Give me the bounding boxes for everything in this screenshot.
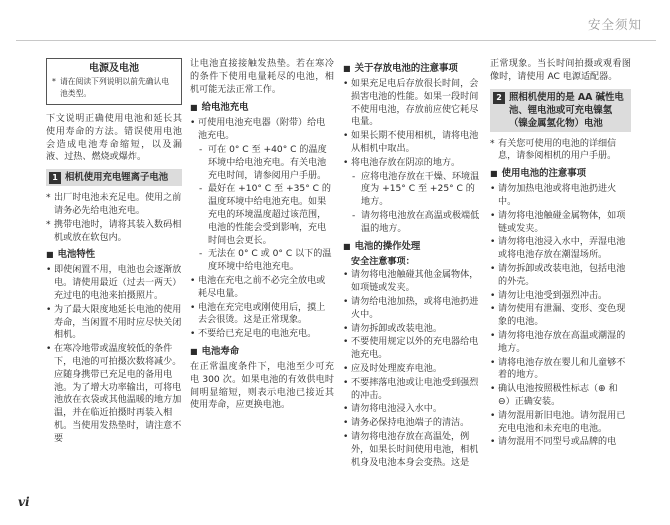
list-item: • 请勿混用不同型号或品牌的电	[490, 436, 631, 449]
list-item: • 请勿让电池受到强烈冲击。	[490, 290, 631, 303]
subheading-usage: ■ 使用电池的注意事项	[490, 167, 631, 180]
list-item: • 请勿将电池存放在高温或潮湿的地方。	[490, 330, 631, 356]
list-item: • 在寒冷地带或温度较低的条件下，电池的可拍摄次数将减少。应随身携带已充足电的备用电池。为了增大功率输出，可将电池放在衣袋或其他温暖的地方加温，并在临近拍摄时再装入相机。当使用发热垫时，请注意不要	[46, 343, 182, 445]
list-item: • 如果长期不使用相机，请将电池从相机中取出。	[343, 130, 482, 156]
list-item: • 请勿拆卸或改装电池，包括电池的外壳。	[490, 263, 631, 289]
list-item: • 将电池存放在阴凉的地方。	[343, 157, 482, 170]
section-number: 1	[49, 172, 61, 184]
sub-item: - 无法在 0° C 或 0° C 以下的温度环境中给电池充电。	[190, 248, 334, 274]
sub-item: - 可在 0° C 至 +40° C 的温度环境中给电池充电。有关电池充电时间，请参阅用户手册。	[190, 144, 334, 182]
list-item: • 请务必保持电池端子的清洁。	[343, 417, 482, 430]
subheading-battery-features: ■ 电池特性	[46, 248, 182, 261]
note-item: * 出厂时电池未充足电。使用之前请务必先给电池充电。	[46, 192, 182, 218]
column-2	[190, 58, 334, 417]
list-item: • 电池在充电之前不必完全放电或耗尽电量。	[190, 275, 334, 301]
list-item: • 请勿拆卸或改装电池。	[343, 323, 482, 336]
list-item: • 请勿将电池浸入水中，弄湿电池或将电池存放在潮湿场所。	[490, 236, 631, 262]
note-item: * 携带电池时，请将其装入数码相机或放在软包内。	[46, 219, 182, 245]
list-item: • 请勿将电池浸入水中。	[343, 403, 482, 416]
list-item: • 即使闲置不用，电池也会逐渐放电。请使用最近（过去一两天）充过电的电池来拍摄照片。	[46, 264, 182, 302]
subheading-storage: ■ 关于存放电池的注意事项	[343, 62, 482, 75]
list-item: • 请勿混用新旧电池。请勿混用已充电电池和未充电的电池。	[490, 410, 631, 436]
header-rule	[16, 40, 656, 41]
column-1	[46, 58, 182, 447]
column-4	[490, 58, 631, 450]
list-item: • 请将电池存放在婴儿和儿童够不着的地方。	[490, 357, 631, 383]
list-item: • 不要给已充足电的电池充电。	[190, 328, 334, 341]
list-item: • 可使用电池充电器（附带）给电池充电。	[190, 117, 334, 143]
section-title: 相机使用充电锂离子电池	[65, 172, 169, 184]
list-item: • 请勿将电池存放在高温处，例外，如果长时间使用电池，相机机身及电池本身会变热。这是	[343, 431, 482, 469]
subheading-battery-life: ■ 电池寿命	[190, 345, 334, 358]
box-note: * 请在阅读下列说明以前先确认电池类型。	[52, 76, 176, 99]
sub-item: - 应将电池存放在干燥、环境温度为 +15° C 至 +25° C 的地方。	[343, 171, 482, 209]
continued-paragraph: 让电池直接接触发热垫。若在寒冷的条件下使用电量耗尽的电池，相机可能无法正常工作。	[190, 59, 334, 95]
list-item: • 为了最大限度地延长电池的使用寿命，当闲置不用时应尽快关闭相机。	[46, 304, 182, 342]
list-item: • 应及时处理废弃电池。	[343, 363, 482, 376]
page-number: vi	[18, 495, 30, 509]
section-number: 2	[493, 92, 505, 104]
list-item: • 电池在充完电或刚使用后，摸上去会很烫。这是正常现象。	[190, 302, 334, 328]
note-item: * 有关您可使用的电池的详细信息，请参阅相机的用户手册。	[490, 138, 631, 164]
section-title: 照相机使用的是 AA 碱性电池、锂电池或可充电镍氢（镍金属氢化物）电池	[509, 91, 624, 129]
battery-life-paragraph: 在正常温度条件下，电池至少可充电 300 次。如果电池的有效供电时间明显缩短，则表示电池已接近其使用寿命，应更换电池。	[190, 361, 334, 411]
sub-item: - 最好在 +10° C 至 +35° C 的温度环境中给电池充电。如果充电的环境温度超过该范围，电池的性能会受到影响，充电时间也会更长。	[190, 183, 334, 247]
section-heading-2	[490, 89, 631, 132]
list-item: • 请勿加热电池或将电池扔进火中。	[490, 183, 631, 209]
subheading-charging: ■ 给电池充电	[190, 101, 334, 114]
list-item: • 请勿使用有泄漏、变形、变色现象的电池。	[490, 303, 631, 329]
list-item: • 不要摔落电池或让电池受到强烈的冲击。	[343, 377, 482, 403]
list-item: • 不要使用规定以外的充电器给电池充电。	[343, 336, 482, 362]
column-3	[343, 58, 482, 470]
safety-subhead: 安全注意事项：	[351, 256, 415, 267]
power-battery-box	[46, 58, 182, 105]
page-header: 安全须知	[587, 17, 642, 32]
sub-item: - 请勿将电池放在高温或极端低温的地方。	[343, 210, 482, 236]
subheading-handling: ■ 电池的操作处理	[343, 240, 482, 253]
list-item: • 确认电池按照极性标志（⊕ 和 ⊖）正确安装。	[490, 383, 631, 409]
continued-paragraph: 正常现象。当长时间拍摄或观看图像时，请使用 AC 电源适配器。	[490, 59, 631, 82]
list-item: • 请勿将电池触碰金属物体，如项链或发夹。	[490, 210, 631, 236]
box-title: 电源及电池	[89, 63, 139, 74]
list-item: • 请勿给电池加热，或将电池扔进火中。	[343, 296, 482, 322]
list-item: • 请勿将电池触碰其他金属物体，如项链或发夹。	[343, 269, 482, 295]
list-item: • 如果充足电后存放很长时间，会损害电池的性能。如果一段时间不使用电池，存放前应使它耗尽电量。	[343, 78, 482, 129]
section-heading-1	[46, 169, 182, 186]
intro-paragraph: 下文说明正确使用电池和延长其使用寿命的方法。错误使用电池会造成电池寿命缩短，以及漏液、过热、燃烧或爆炸。	[46, 114, 182, 163]
